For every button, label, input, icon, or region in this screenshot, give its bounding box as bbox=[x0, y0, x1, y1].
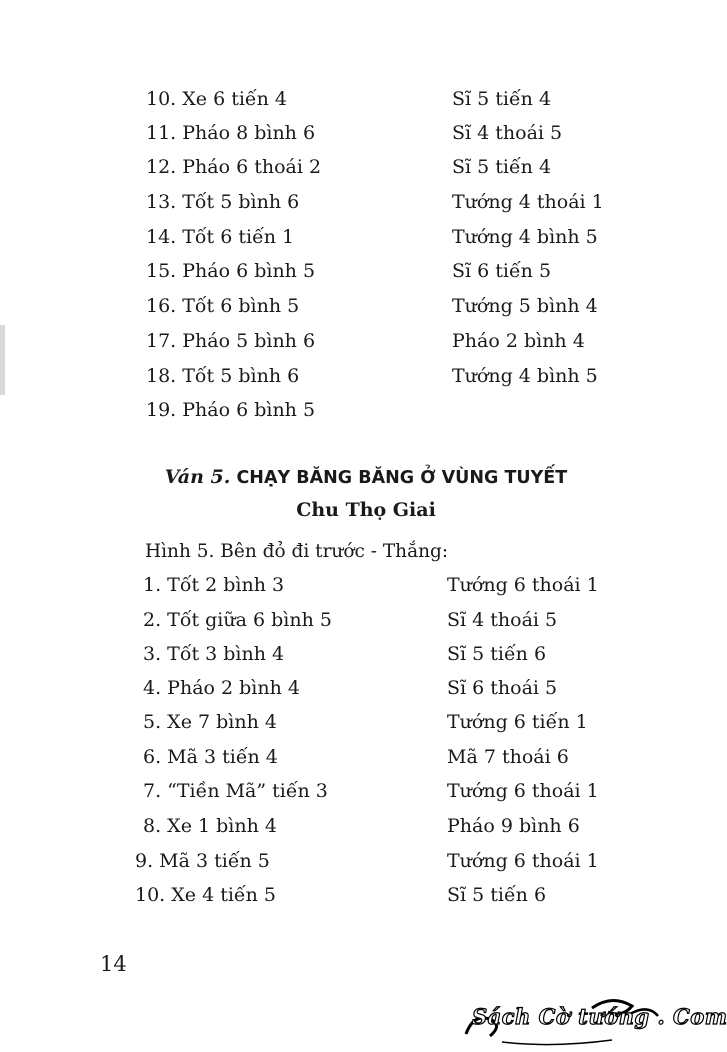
black-move: Sĩ 5 tiến 6 bbox=[447, 884, 547, 906]
black-move: Tướng 6 thoái 1 bbox=[447, 850, 599, 872]
red-move: 15. Pháo 6 bình 5 bbox=[146, 260, 316, 282]
black-move: Tướng 6 thoái 1 bbox=[447, 780, 599, 802]
black-move: Pháo 2 bình 4 bbox=[452, 330, 585, 352]
page-number: 14 bbox=[100, 952, 127, 976]
red-move: 19. Pháo 6 bình 5 bbox=[146, 399, 316, 421]
red-move: 18. Tốt 5 bình 6 bbox=[146, 365, 300, 387]
red-move: 7. “Tiền Mã” tiến 3 bbox=[143, 780, 328, 802]
black-move: Sĩ 4 thoái 5 bbox=[452, 122, 563, 144]
red-move: 11. Pháo 8 bình 6 bbox=[146, 122, 316, 144]
black-move: Sĩ 6 thoái 5 bbox=[447, 677, 558, 699]
red-move: 16. Tốt 6 bình 5 bbox=[146, 295, 300, 317]
black-move: Tướng 4 thoái 1 bbox=[452, 191, 604, 213]
black-move: Sĩ 4 thoái 5 bbox=[447, 609, 558, 631]
red-move: 14. Tốt 6 tiến 1 bbox=[146, 226, 295, 248]
black-move: Sĩ 5 tiến 4 bbox=[452, 88, 552, 110]
red-move: 9. Mã 3 tiến 5 bbox=[135, 850, 270, 872]
black-move: Tướng 6 thoái 1 bbox=[447, 574, 599, 596]
red-move: 10. Xe 6 tiến 4 bbox=[146, 88, 287, 110]
red-move: 10. Xe 4 tiến 5 bbox=[135, 884, 276, 906]
red-move: 3. Tốt 3 bình 4 bbox=[143, 643, 285, 665]
red-move: 4. Pháo 2 bình 4 bbox=[143, 677, 300, 699]
red-move: 12. Pháo 6 thoái 2 bbox=[146, 156, 322, 178]
scan-edge-shadow bbox=[0, 325, 5, 395]
game-label: Ván 5. bbox=[164, 466, 231, 488]
game-title bbox=[146, 463, 586, 492]
red-move: 6. Mã 3 tiến 4 bbox=[143, 746, 278, 768]
red-move: 17. Pháo 5 bình 6 bbox=[146, 330, 316, 352]
black-move: Tướng 4 bình 5 bbox=[452, 365, 598, 387]
black-move: Sĩ 5 tiến 4 bbox=[452, 156, 552, 178]
red-move: 13. Tốt 5 bình 6 bbox=[146, 191, 300, 213]
site-watermark-logo bbox=[462, 994, 727, 1048]
game-title-text: CHẠY BĂNG BĂNG Ở VÙNG TUYẾT bbox=[236, 468, 568, 488]
watermark-text: Sách Cờ tướng . Com bbox=[472, 1004, 727, 1029]
black-move: Pháo 9 bình 6 bbox=[447, 815, 580, 837]
game-intro: Hình 5. Bên đỏ đi trước - Thắng: bbox=[145, 541, 449, 562]
red-move: 5. Xe 7 bình 4 bbox=[143, 711, 277, 733]
black-move: Tướng 4 bình 5 bbox=[452, 226, 598, 248]
black-move: Sĩ 5 tiến 6 bbox=[447, 643, 547, 665]
black-move: Tướng 6 tiến 1 bbox=[447, 711, 588, 733]
black-move: Mã 7 thoái 6 bbox=[447, 746, 569, 768]
red-move: 8. Xe 1 bình 4 bbox=[143, 815, 277, 837]
red-move: 2. Tốt giữa 6 bình 5 bbox=[143, 609, 332, 631]
game-author: Chu Thọ Giai bbox=[296, 499, 436, 521]
black-move: Sĩ 6 tiến 5 bbox=[452, 260, 552, 282]
black-move: Tướng 5 bình 4 bbox=[452, 295, 598, 317]
red-move: 1. Tốt 2 bình 3 bbox=[143, 574, 285, 596]
